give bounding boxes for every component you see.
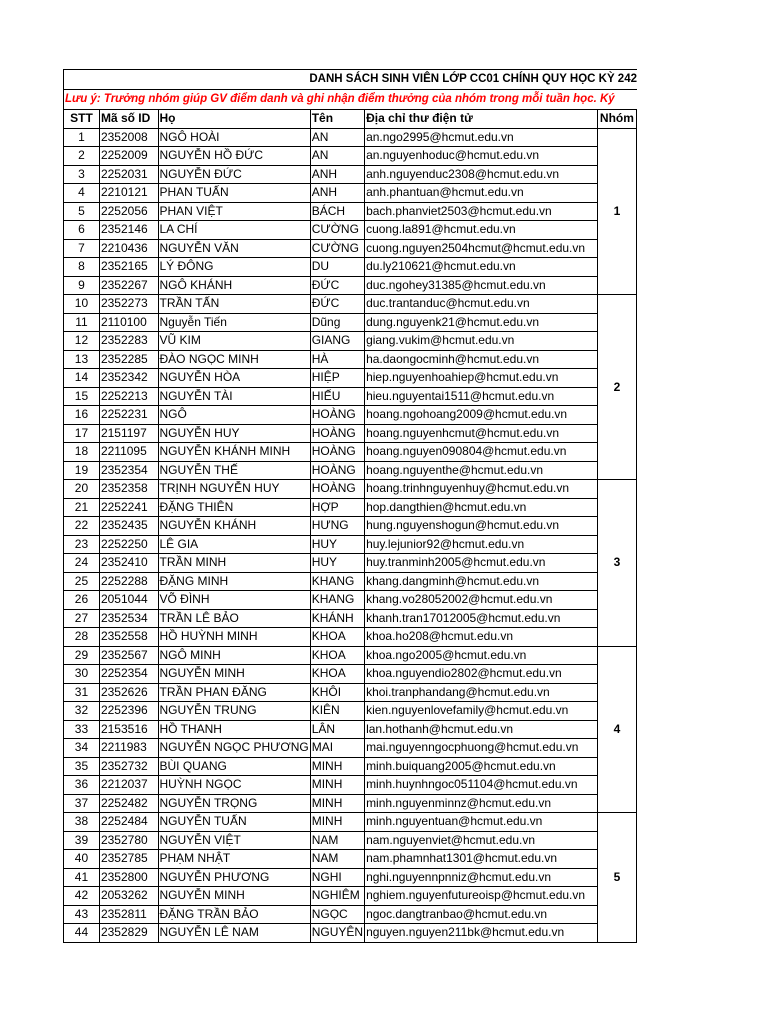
cell-email: khang.dangminh@hcmut.edu.vn xyxy=(365,572,598,591)
cell-ho: LÝ ĐÔNG xyxy=(158,258,310,277)
cell-ten: HOÀNG xyxy=(310,443,364,462)
cell-ho: BÙI QUANG xyxy=(158,757,310,776)
table-row xyxy=(64,887,637,906)
cell-student-id: 2252241 xyxy=(99,498,158,517)
cell-stt: 11 xyxy=(64,313,100,332)
cell-stt: 13 xyxy=(64,350,100,369)
cell-ho: PHAN VIỆT xyxy=(158,202,310,221)
cell-ten: HỢP xyxy=(310,498,364,517)
cell-student-id: 2352342 xyxy=(99,369,158,388)
cell-email: nghiem.nguyenfutureoisp@hcmut.edu.vn xyxy=(365,887,598,906)
cell-ten: NGỌC xyxy=(310,905,364,924)
cell-email: hoang.trinhnguyenhuy@hcmut.edu.vn xyxy=(365,480,598,499)
cell-ten: HUY xyxy=(310,554,364,573)
cell-student-id: 2210436 xyxy=(99,239,158,258)
table-row xyxy=(64,350,637,369)
cell-group-number: 2 xyxy=(597,295,636,480)
cell-ten: HOÀNG xyxy=(310,406,364,425)
cell-email: minh.nguyentuan@hcmut.edu.vn xyxy=(365,813,598,832)
cell-email: minh.buiquang2005@hcmut.edu.vn xyxy=(365,757,598,776)
cell-student-id: 2252484 xyxy=(99,813,158,832)
table-row xyxy=(64,406,637,425)
cell-ten: KHOA xyxy=(310,646,364,665)
cell-email: hoang.nguyenthe@hcmut.edu.vn xyxy=(365,461,598,480)
cell-stt: 19 xyxy=(64,461,100,480)
cell-ten: KHANG xyxy=(310,591,364,610)
table-row xyxy=(64,184,637,203)
cell-stt: 27 xyxy=(64,609,100,628)
table-row xyxy=(64,813,637,832)
cell-email: minh.nguyenminnz@hcmut.edu.vn xyxy=(365,794,598,813)
cell-student-id: 2252056 xyxy=(99,202,158,221)
cell-ten: AN xyxy=(310,147,364,166)
table-row xyxy=(64,517,637,536)
cell-student-id: 2211983 xyxy=(99,739,158,758)
cell-ten: NGHIÊM xyxy=(310,887,364,906)
table-row xyxy=(64,221,637,240)
cell-email: khanh.tran17012005@hcmut.edu.vn xyxy=(365,609,598,628)
table-row xyxy=(64,535,637,554)
table-row xyxy=(64,258,637,277)
cell-ten: NAM xyxy=(310,831,364,850)
cell-student-id: 2352534 xyxy=(99,609,158,628)
cell-student-id: 2352267 xyxy=(99,276,158,295)
header-email: Địa chỉ thư điện tử xyxy=(365,110,598,129)
cell-email: khoi.tranphandang@hcmut.edu.vn xyxy=(365,683,598,702)
cell-ho: NGÔ xyxy=(158,406,310,425)
cell-ten: KHANG xyxy=(310,572,364,591)
cell-ho: NGÔ KHÁNH xyxy=(158,276,310,295)
cell-email: hoang.ngohoang2009@hcmut.edu.vn xyxy=(365,406,598,425)
cell-ten: BÁCH xyxy=(310,202,364,221)
cell-email: bach.phanviet2503@hcmut.edu.vn xyxy=(365,202,598,221)
cell-ten: HIỆP xyxy=(310,369,364,388)
cell-ho: NGUYỄN NGỌC PHƯƠNG xyxy=(158,739,310,758)
cell-email: hoang.nguyen090804@hcmut.edu.vn xyxy=(365,443,598,462)
cell-student-id: 2252009 xyxy=(99,147,158,166)
cell-stt: 4 xyxy=(64,184,100,203)
cell-ho: NGUYỄN TRỌNG xyxy=(158,794,310,813)
cell-email: nam.phamnhat1301@hcmut.edu.vn xyxy=(365,850,598,869)
cell-ten: HÀ xyxy=(310,350,364,369)
cell-email: hoang.nguyenhcmut@hcmut.edu.vn xyxy=(365,424,598,443)
cell-stt: 24 xyxy=(64,554,100,573)
cell-stt: 3 xyxy=(64,165,100,184)
cell-stt: 34 xyxy=(64,739,100,758)
cell-student-id: 2352567 xyxy=(99,646,158,665)
cell-ho: NGUYỄN HỒ ĐỨC xyxy=(158,147,310,166)
cell-ho: ĐẶNG THIÊN xyxy=(158,498,310,517)
table-row xyxy=(64,905,637,924)
cell-student-id: 2051044 xyxy=(99,591,158,610)
cell-stt: 26 xyxy=(64,591,100,610)
cell-email: lan.hothanh@hcmut.edu.vn xyxy=(365,720,598,739)
cell-ten: NAM xyxy=(310,850,364,869)
table-body xyxy=(64,128,637,942)
cell-student-id: 2252231 xyxy=(99,406,158,425)
cell-ten: HIẾU xyxy=(310,387,364,406)
cell-stt: 43 xyxy=(64,905,100,924)
table-row xyxy=(64,646,637,665)
cell-student-id: 2352800 xyxy=(99,868,158,887)
cell-email: huy.tranminh2005@hcmut.edu.vn xyxy=(365,554,598,573)
cell-email: nghi.nguyennpnniz@hcmut.edu.vn xyxy=(365,868,598,887)
cell-ho: HỒ THANH xyxy=(158,720,310,739)
cell-ho: PHAN TUẤN xyxy=(158,184,310,203)
table-row xyxy=(64,239,637,258)
table-row xyxy=(64,831,637,850)
header-ten: Tên xyxy=(310,110,364,129)
cell-student-id: 2352785 xyxy=(99,850,158,869)
cell-ho: NGUYỄN TRUNG xyxy=(158,702,310,721)
cell-ho: NGUYỄN LÊ NAM xyxy=(158,924,310,943)
cell-email: cuong.nguyen2504hcmut@hcmut.edu.vn xyxy=(365,239,598,258)
table-row xyxy=(64,443,637,462)
cell-student-id: 2252031 xyxy=(99,165,158,184)
cell-group-number: 3 xyxy=(597,480,636,647)
cell-ho: TRẦN TẤN xyxy=(158,295,310,314)
cell-stt: 44 xyxy=(64,924,100,943)
table-row xyxy=(64,739,637,758)
cell-email: khoa.ngo2005@hcmut.edu.vn xyxy=(365,646,598,665)
cell-email: ngoc.dangtranbao@hcmut.edu.vn xyxy=(365,905,598,924)
cell-ho: TRẦN PHAN ĐĂNG xyxy=(158,683,310,702)
cell-ten: KIÊN xyxy=(310,702,364,721)
sheet-title: DANH SÁCH SINH VIÊN LỚP CC01 CHÍNH QUY HỌC KỲ 242 xyxy=(63,69,637,89)
cell-student-id: 2252288 xyxy=(99,572,158,591)
cell-student-id: 2151197 xyxy=(99,424,158,443)
cell-email: an.ngo2995@hcmut.edu.vn xyxy=(365,128,598,147)
table-row xyxy=(64,165,637,184)
cell-ho: NGUYỄN KHÁNH MINH xyxy=(158,443,310,462)
student-list-sheet xyxy=(63,69,637,943)
cell-ten: LÂN xyxy=(310,720,364,739)
cell-stt: 36 xyxy=(64,776,100,795)
cell-ho: NGUYỄN ĐỨC xyxy=(158,165,310,184)
cell-student-id: 2110100 xyxy=(99,313,158,332)
cell-ten: HOÀNG xyxy=(310,461,364,480)
cell-email: nguyen.nguyen211bk@hcmut.edu.vn xyxy=(365,924,598,943)
cell-ten: MINH xyxy=(310,776,364,795)
cell-stt: 39 xyxy=(64,831,100,850)
cell-ho: NGUYỄN VIỆT xyxy=(158,831,310,850)
cell-ho: NGUYỄN KHÁNH xyxy=(158,517,310,536)
cell-group-number: 1 xyxy=(597,128,636,295)
cell-stt: 22 xyxy=(64,517,100,536)
cell-email: hiep.nguyenhoahiep@hcmut.edu.vn xyxy=(365,369,598,388)
cell-student-id: 2352558 xyxy=(99,628,158,647)
cell-email: khoa.ho208@hcmut.edu.vn xyxy=(365,628,598,647)
cell-email: cuong.la891@hcmut.edu.vn xyxy=(365,221,598,240)
cell-student-id: 2252354 xyxy=(99,665,158,684)
sheet-note: Lưu ý: Trưởng nhóm giúp GV điểm danh và ghi nhận điểm thưởng của nhóm trong mỗi tuần học. Ký xyxy=(63,89,637,109)
table-row xyxy=(64,702,637,721)
cell-stt: 10 xyxy=(64,295,100,314)
cell-stt: 42 xyxy=(64,887,100,906)
cell-stt: 7 xyxy=(64,239,100,258)
cell-stt: 2 xyxy=(64,147,100,166)
cell-stt: 25 xyxy=(64,572,100,591)
cell-ho: NGUYỄN PHƯƠNG xyxy=(158,868,310,887)
cell-stt: 15 xyxy=(64,387,100,406)
cell-student-id: 2210121 xyxy=(99,184,158,203)
cell-stt: 40 xyxy=(64,850,100,869)
table-header-row xyxy=(64,110,637,129)
table-row xyxy=(64,147,637,166)
cell-ten: MINH xyxy=(310,794,364,813)
cell-ten: MAI xyxy=(310,739,364,758)
cell-student-id: 2352273 xyxy=(99,295,158,314)
cell-ten: ĐỨC xyxy=(310,276,364,295)
cell-ho: ĐÀO NGỌC MINH xyxy=(158,350,310,369)
table-row xyxy=(64,720,637,739)
header-id: Mã số ID xyxy=(99,110,158,129)
cell-stt: 18 xyxy=(64,443,100,462)
table-row xyxy=(64,794,637,813)
cell-student-id: 2211095 xyxy=(99,443,158,462)
cell-ho: NGUYỄN TÀI xyxy=(158,387,310,406)
cell-email: khang.vo28052002@hcmut.edu.vn xyxy=(365,591,598,610)
cell-student-id: 2053262 xyxy=(99,887,158,906)
cell-ten: HƯNG xyxy=(310,517,364,536)
table-row xyxy=(64,628,637,647)
cell-ten: GIANG xyxy=(310,332,364,351)
table-row xyxy=(64,868,637,887)
cell-email: minh.huynhngoc051104@hcmut.edu.vn xyxy=(365,776,598,795)
cell-student-id: 2352410 xyxy=(99,554,158,573)
cell-ten: CƯỜNG xyxy=(310,221,364,240)
table-row xyxy=(64,572,637,591)
table-row xyxy=(64,665,637,684)
cell-ten: KHÔI xyxy=(310,683,364,702)
cell-ten: MINH xyxy=(310,813,364,832)
cell-ho: VŨ KIM xyxy=(158,332,310,351)
table-row xyxy=(64,683,637,702)
cell-ho: NGUYỄN MINH xyxy=(158,665,310,684)
cell-email: hung.nguyenshogun@hcmut.edu.vn xyxy=(365,517,598,536)
cell-ho: NGUYỄN MINH xyxy=(158,887,310,906)
table-row xyxy=(64,276,637,295)
cell-email: hop.dangthien@hcmut.edu.vn xyxy=(365,498,598,517)
table-row xyxy=(64,461,637,480)
cell-student-id: 2352354 xyxy=(99,461,158,480)
table-row xyxy=(64,387,637,406)
cell-student-id: 2352146 xyxy=(99,221,158,240)
cell-student-id: 2352626 xyxy=(99,683,158,702)
cell-student-id: 2352358 xyxy=(99,480,158,499)
cell-stt: 35 xyxy=(64,757,100,776)
table-row xyxy=(64,369,637,388)
header-nhom: Nhóm xyxy=(597,110,636,129)
cell-email: kien.nguyenlovefamily@hcmut.edu.vn xyxy=(365,702,598,721)
cell-ten: NGUYÊN xyxy=(310,924,364,943)
cell-email: dung.nguyenk21@hcmut.edu.vn xyxy=(365,313,598,332)
cell-stt: 14 xyxy=(64,369,100,388)
cell-ho: Nguyễn Tiến xyxy=(158,313,310,332)
cell-stt: 17 xyxy=(64,424,100,443)
table-row xyxy=(64,498,637,517)
cell-ten: MINH xyxy=(310,757,364,776)
table-row xyxy=(64,757,637,776)
cell-email: hieu.nguyentai1511@hcmut.edu.vn xyxy=(365,387,598,406)
cell-ho: LA CHÍ xyxy=(158,221,310,240)
cell-stt: 9 xyxy=(64,276,100,295)
cell-ten: CƯỜNG xyxy=(310,239,364,258)
cell-ten: HUY xyxy=(310,535,364,554)
cell-stt: 8 xyxy=(64,258,100,277)
cell-student-id: 2252482 xyxy=(99,794,158,813)
header-stt: STT xyxy=(64,110,100,129)
cell-ho: TRẦN MINH xyxy=(158,554,310,573)
table-row xyxy=(64,480,637,499)
cell-ho: LÊ GIA xyxy=(158,535,310,554)
cell-stt: 37 xyxy=(64,794,100,813)
cell-student-id: 2352283 xyxy=(99,332,158,351)
cell-ho: NGUYỄN THẾ xyxy=(158,461,310,480)
cell-student-id: 2252213 xyxy=(99,387,158,406)
cell-email: anh.phantuan@hcmut.edu.vn xyxy=(365,184,598,203)
cell-ten: NGHI xyxy=(310,868,364,887)
cell-ho: VÕ ĐÌNH xyxy=(158,591,310,610)
cell-email: du.ly210621@hcmut.edu.vn xyxy=(365,258,598,277)
cell-email: an.nguyenhoduc@hcmut.edu.vn xyxy=(365,147,598,166)
cell-stt: 12 xyxy=(64,332,100,351)
cell-ten: ANH xyxy=(310,184,364,203)
cell-ten: ANH xyxy=(310,165,364,184)
cell-stt: 1 xyxy=(64,128,100,147)
cell-stt: 32 xyxy=(64,702,100,721)
cell-student-id: 2352285 xyxy=(99,350,158,369)
cell-stt: 5 xyxy=(64,202,100,221)
cell-email: duc.trantanduc@hcmut.edu.vn xyxy=(365,295,598,314)
cell-student-id: 2352732 xyxy=(99,757,158,776)
table-row xyxy=(64,128,637,147)
cell-ho: HỒ HUỲNH MINH xyxy=(158,628,310,647)
header-ho: Họ xyxy=(158,110,310,129)
cell-email: mai.nguyenngocphuong@hcmut.edu.vn xyxy=(365,739,598,758)
cell-email: nam.nguyenviet@hcmut.edu.vn xyxy=(365,831,598,850)
cell-email: giang.vukim@hcmut.edu.vn xyxy=(365,332,598,351)
cell-ho: ĐẶNG TRẦN BẢO xyxy=(158,905,310,924)
student-table xyxy=(63,109,637,943)
cell-email: duc.ngohey31385@hcmut.edu.vn xyxy=(365,276,598,295)
cell-student-id: 2352829 xyxy=(99,924,158,943)
cell-stt: 23 xyxy=(64,535,100,554)
cell-ho: HUỲNH NGỌC xyxy=(158,776,310,795)
table-row xyxy=(64,850,637,869)
cell-student-id: 2153516 xyxy=(99,720,158,739)
cell-ho: NGUYỄN VĂN xyxy=(158,239,310,258)
cell-ten: KHOA xyxy=(310,628,364,647)
cell-student-id: 2352811 xyxy=(99,905,158,924)
cell-stt: 31 xyxy=(64,683,100,702)
cell-student-id: 2352435 xyxy=(99,517,158,536)
cell-stt: 6 xyxy=(64,221,100,240)
cell-ho: NGUYỄN TUẤN xyxy=(158,813,310,832)
cell-stt: 33 xyxy=(64,720,100,739)
cell-stt: 29 xyxy=(64,646,100,665)
cell-stt: 41 xyxy=(64,868,100,887)
cell-stt: 16 xyxy=(64,406,100,425)
cell-stt: 38 xyxy=(64,813,100,832)
cell-ho: ĐẶNG MINH xyxy=(158,572,310,591)
cell-group-number: 5 xyxy=(597,813,636,943)
cell-ten: KHÁNH xyxy=(310,609,364,628)
cell-ten: AN xyxy=(310,128,364,147)
table-row xyxy=(64,332,637,351)
cell-student-id: 2352165 xyxy=(99,258,158,277)
cell-email: huy.lejunior92@hcmut.edu.vn xyxy=(365,535,598,554)
table-row xyxy=(64,295,637,314)
table-row xyxy=(64,591,637,610)
cell-ten: HOÀNG xyxy=(310,424,364,443)
cell-stt: 30 xyxy=(64,665,100,684)
cell-email: ha.daongocminh@hcmut.edu.vn xyxy=(365,350,598,369)
cell-stt: 28 xyxy=(64,628,100,647)
cell-ho: NGUYỄN HÒA xyxy=(158,369,310,388)
cell-student-id: 2212037 xyxy=(99,776,158,795)
cell-ten: Dũng xyxy=(310,313,364,332)
table-row xyxy=(64,424,637,443)
cell-stt: 20 xyxy=(64,480,100,499)
cell-student-id: 2252396 xyxy=(99,702,158,721)
table-row xyxy=(64,609,637,628)
table-row xyxy=(64,924,637,943)
cell-ho: NGUYỄN HUY xyxy=(158,424,310,443)
cell-ten: DU xyxy=(310,258,364,277)
cell-ho: PHẠM NHẬT xyxy=(158,850,310,869)
cell-email: anh.nguyenduc2308@hcmut.edu.vn xyxy=(365,165,598,184)
table-row xyxy=(64,554,637,573)
cell-ten: KHOA xyxy=(310,665,364,684)
cell-email: khoa.nguyendio2802@hcmut.edu.vn xyxy=(365,665,598,684)
cell-ho: TRỊNH NGUYỄN HUY xyxy=(158,480,310,499)
cell-ho: TRẦN LÊ BẢO xyxy=(158,609,310,628)
cell-student-id: 2352008 xyxy=(99,128,158,147)
cell-student-id: 2352780 xyxy=(99,831,158,850)
cell-ho: NGÔ HOÀI xyxy=(158,128,310,147)
table-row xyxy=(64,313,637,332)
cell-stt: 21 xyxy=(64,498,100,517)
table-row xyxy=(64,202,637,221)
cell-ho: NGÔ MINH xyxy=(158,646,310,665)
cell-group-number: 4 xyxy=(597,646,636,813)
cell-student-id: 2252250 xyxy=(99,535,158,554)
table-row xyxy=(64,776,637,795)
cell-ten: ĐỨC xyxy=(310,295,364,314)
cell-ten: HOÀNG xyxy=(310,480,364,499)
